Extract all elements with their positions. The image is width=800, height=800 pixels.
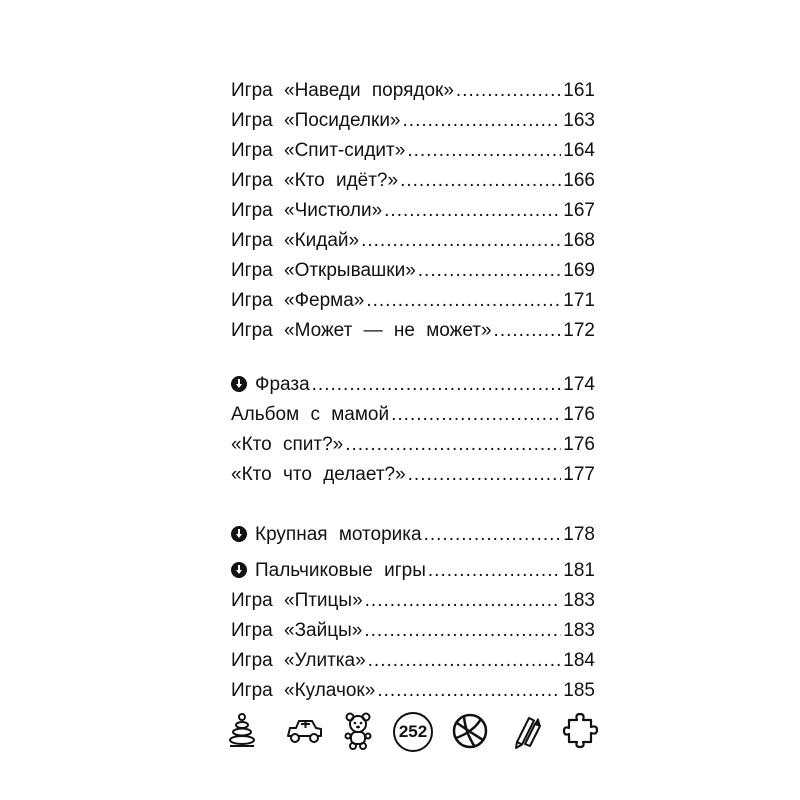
dot-leader <box>391 400 561 430</box>
toc-entry-title: Игра «Посиделки» <box>231 110 401 131</box>
toc-entry <box>231 430 595 460</box>
toc-entry-title: «Кто что делает?» <box>231 464 406 485</box>
toc-entry-page: 167 <box>563 200 595 221</box>
dot-leader <box>400 166 561 196</box>
toc-entry-title: Игра «Открывашки» <box>231 260 416 281</box>
toc-entry <box>231 256 595 286</box>
toc-entry-title: Игра «Зайцы» <box>231 620 363 641</box>
toc-entry <box>231 106 595 136</box>
toc-entry <box>231 556 595 586</box>
dot-leader <box>361 226 561 256</box>
toc-entry <box>231 616 595 646</box>
section-arrow-icon <box>231 526 247 542</box>
teddy-bear-icon <box>343 712 373 750</box>
toc-entry <box>231 76 595 106</box>
dot-leader <box>384 196 561 226</box>
toc-entry-page: 166 <box>563 170 595 191</box>
toc-entry-title: Игра «Спит-сидит» <box>231 140 406 161</box>
section-arrow-icon <box>231 562 247 578</box>
toc-entry-page: 181 <box>563 560 595 581</box>
toc-entry-title: Пальчиковые игры <box>255 560 426 581</box>
puzzle-piece-icon <box>563 712 599 750</box>
ball-icon <box>451 712 489 750</box>
toc-entry-title: Крупная моторика <box>255 524 422 545</box>
toc-entry-title: Фраза <box>255 374 310 395</box>
toc-entry-title: Игра «Кидай» <box>231 230 360 251</box>
toc-entry <box>231 226 595 256</box>
toc-entry-page: 178 <box>563 524 595 545</box>
toc-entry <box>231 166 595 196</box>
toc-entry-page: 184 <box>563 650 595 671</box>
dot-leader <box>494 316 562 346</box>
toc-entry-title: Игра «Ферма» <box>231 290 365 311</box>
toc-entry-title: Игра «Улитка» <box>231 650 366 671</box>
toc-entry <box>231 676 595 706</box>
toc-entry-title: «Кто спит?» <box>231 434 344 455</box>
toc-entry-title: Игра «Птицы» <box>231 590 363 611</box>
dot-leader <box>377 676 561 706</box>
dot-leader <box>424 520 562 550</box>
dot-leader <box>407 136 561 166</box>
dot-leader <box>428 556 561 586</box>
dot-leader <box>312 370 562 400</box>
toy-car-icon <box>284 716 324 746</box>
dot-leader <box>364 616 561 646</box>
dot-leader <box>345 430 561 460</box>
dot-leader <box>368 646 562 676</box>
toc-entry-page: 171 <box>563 290 595 311</box>
section-arrow-icon <box>231 376 247 392</box>
toc-entry-page: 169 <box>563 260 595 281</box>
toc-entry-page: 177 <box>563 464 595 485</box>
toc-entry-page: 164 <box>563 140 595 161</box>
toc-entry-page: 176 <box>563 434 595 455</box>
toc-entry-title: Игра «Кто идёт?» <box>231 170 399 191</box>
dot-leader <box>365 586 562 616</box>
toc-entry-page: 183 <box>563 590 595 611</box>
toc-entry <box>231 286 595 316</box>
toc-entry-page: 163 <box>563 110 595 131</box>
toc-entry <box>231 520 595 550</box>
toc-entry <box>231 460 595 490</box>
toc-entry-title: Игра «Наведи порядок» <box>231 80 454 101</box>
toc-entry-page: 185 <box>563 680 595 701</box>
toc-entry <box>231 136 595 166</box>
toc-entry-title: Игра «Может — не может» <box>231 320 492 341</box>
toc-entry-page: 176 <box>563 404 595 425</box>
toc-entry <box>231 646 595 676</box>
toc-entry <box>231 400 595 430</box>
pencils-icon <box>509 712 543 750</box>
page-footer <box>0 708 800 758</box>
toc-entry-page: 174 <box>563 374 595 395</box>
toc-entry-title: Игра «Чистюли» <box>231 200 383 221</box>
toc-entry-page: 172 <box>563 320 595 341</box>
pyramid-toy-icon <box>227 712 257 748</box>
toc-entry-title: Игра «Кулачок» <box>231 680 376 701</box>
page-number: 252 <box>393 712 433 752</box>
dot-leader <box>366 286 561 316</box>
toc-entry <box>231 370 595 400</box>
dot-leader <box>408 460 562 490</box>
dot-leader <box>418 256 562 286</box>
toc-entry <box>231 586 595 616</box>
toc-entry <box>231 196 595 226</box>
toc-entry <box>231 316 595 346</box>
dot-leader <box>456 76 561 106</box>
toc-entry-title: Альбом с мамой <box>231 404 390 425</box>
dot-leader <box>403 106 562 136</box>
toc-entry-page: 161 <box>563 80 595 101</box>
toc-entry-page: 168 <box>563 230 595 251</box>
toc-entry-page: 183 <box>563 620 595 641</box>
